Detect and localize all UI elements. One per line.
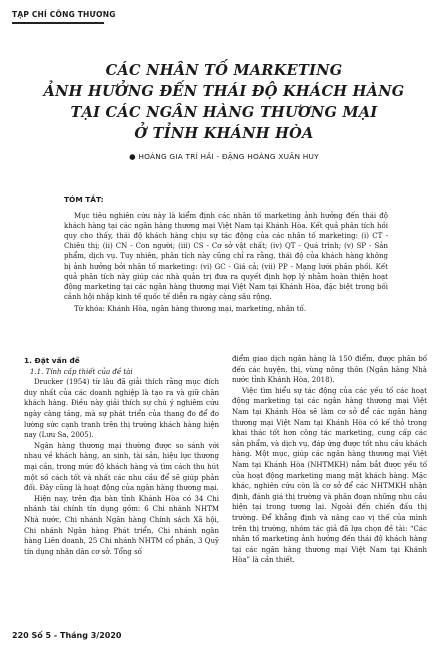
running-header: TẠP CHÍ CÔNG THƯƠNG [12, 10, 116, 19]
header-rule [12, 22, 104, 24]
body-paragraph: Drucker (1954) từ lâu đã giải thích rằng mục đích duy nhất của các doanh nghiệp là tạo ra và giữ chân khách hàng. Điều này giải thích sự chú ý nghiêm cứu ngày càng tăng, mà sự phát triển của thang đo để đo lường sức cạnh tranh trên thị trường khách hàng hiện nay (Lưu Sa, 2005). [24, 378, 219, 440]
abstract-heading: TÓM TẮT: [64, 195, 104, 204]
body-paragraph: Ngân hàng thương mại thường được so sánh với nhau về khách hàng, an sinh, tài sản, hiệu lực thương mại cần, trong mức độ khách hàng và tìm cách thu hút một số cách tốt và nhất các nhu cầu để sẽ giúp phản đối. Đây cũng là hoạt động của ngân hàng thương mại. [24, 441, 219, 493]
body-paragraph: Việc tìm hiểu sự tác động của các yếu tố các hoạt động marketing tại các ngân hàng thương mại Việt Nam tại Khánh Hòa sẽ làm cơ sở để các ngân hàng thương mại Việt Nam tại Khánh Hòa có kế thỏ trong khai thác tốt hơn công tác marketing, cung cấp các sản phẩm, và dịch vụ, đáp ứng được tốt nhu cầu khách hàng. Một mục, giúp các ngân hàng thương mại Việt Nam tại Khánh Hòa (NHTMKH) nắm bắt được yếu tố của hoạt động marketing mang mặt khách hàng. Mặc khác, nghiên cứu còn là cơ sở để các NHTMKH nhận định, đánh giá thị trường và phân đoạn những nhu cầu hiện tại trong tương lai. Ngoài đến chiến đấu thị trường. Để khẳng định và nâng cao vị thế của mình trên thị trường, nhóm tác giả đã lựa chọn đề tài: “Các nhân tố marketing ảnh hưởng đến thái độ khách hàng tại các ngân hàng thương mại Việt Nam tại Khánh Hòa” là cần thiết. [232, 386, 427, 565]
abstract-keywords: Từ khóa: Khánh Hòa, ngân hàng thương mại, marketing, nhân tố. [74, 304, 307, 313]
abstract [64, 195, 388, 314]
author-line: ● HOÀNG GIA TRÍ HẢI - ĐẶNG HOÀNG XUÂN HUY [129, 152, 319, 161]
title-line: Ở TỈNH KHÁNH HÒA [134, 125, 314, 142]
body-paragraph: Hiện nay, trên địa bàn tỉnh Khánh Hòa có 34 Chi nhánh tài chính tín dụng gồm: 6 Chi nhánh NHTM Nhà nước, Chi nhánh Ngân hàng Chính sách Xã hội, Chi nhánh Ngân hàng Phát triển, Chi nhánh ngân hàng Liên doanh, 25 Chi nhánh NHTM cổ phần, 3 Quỹ tín dụng nhân dân cơ sở. Tổng số [24, 494, 219, 556]
body-paragraph: điểm giao dịch ngân hàng là 150 điểm, được phân bố đến các huyện, thị, vùng nông thôn (Ngân hàng Nhà nước tỉnh Khánh Hòa, 2018). [232, 355, 427, 385]
article-title [20, 60, 428, 144]
section-heading: 1. Đặt vấn đề [24, 356, 80, 365]
right-column [232, 354, 427, 566]
title-line: ẢNH HƯỞNG ĐẾN THÁI ĐỘ KHÁCH HÀNG [43, 83, 405, 100]
left-column [24, 356, 219, 557]
title-line: TẠI CÁC NGÂN HÀNG THƯƠNG MẠI [70, 104, 378, 121]
title-line: CÁC NHÂN TỐ MARKETING [105, 62, 343, 79]
page-footer: 220 Số 5 - Tháng 3/2020 [12, 631, 122, 640]
abstract-body: Mục tiêu nghiên cứu này là kiểm định các nhân tố marketing ảnh hưởng đến thái độ khách hàng tại các ngân hàng thương mại Việt Nam tại Khánh Hòa. Kết quả phân tích hồi quy cho thấy, thái độ khách hàng chịu sự tác động của các nhân tố marketing: (i) CT - Chiêu thị; (ii) CN - Con người; (iii) CS - Cơ sở vật chất; (iv) QT - Quá trình; (v) SP - Sản phẩm, dịch vụ. Tuy nhiên, phân tích này cũng chỉ ra rằng, thái độ của khách hàng không bị ảnh hưởng bởi nhân tố marketing: (vi) GC - Giá cả; (vii) PP - Mạng lưới phân phối. Kết quả phân tích này giúp các nhà quản trị đưa ra quyết định hợp lý nhằm hoàn thiện hoạt động marketing tại các ngân hàng thương mại Việt Nam tại Khánh Hòa, đặc biệt trong bối cảnh hội nhập kinh tế quốc tế diễn ra ngày càng sâu rộng. [64, 212, 388, 301]
subsection-heading: 1.1. Tính cấp thiết của đề tài [30, 367, 133, 376]
